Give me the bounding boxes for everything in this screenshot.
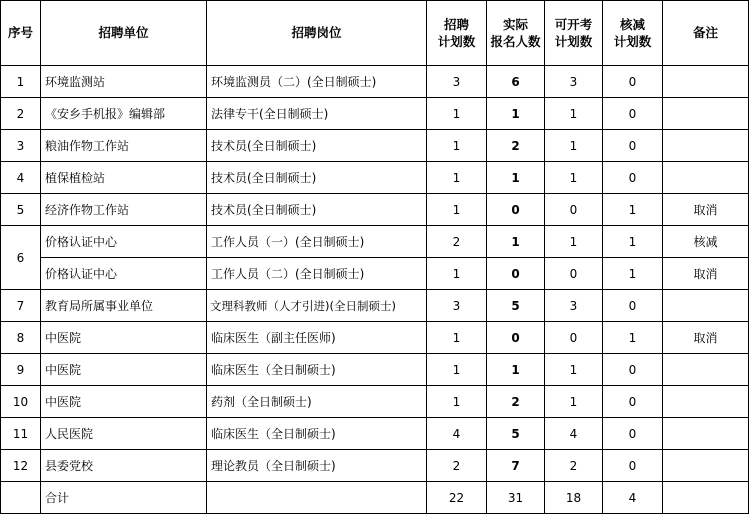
cell-applied: 2 <box>487 386 545 418</box>
cell-open: 1 <box>545 130 603 162</box>
cell-open: 1 <box>545 162 603 194</box>
cell-seq: 1 <box>1 66 41 98</box>
cell-open: 2 <box>545 450 603 482</box>
cell-applied: 1 <box>487 226 545 258</box>
cell-plan: 3 <box>427 290 487 322</box>
cell-note <box>663 354 749 386</box>
cell-position: 文理科教师（人才引进)(全日制硕士) <box>207 290 427 322</box>
cell-reduce: 0 <box>603 66 663 98</box>
cell-note <box>663 66 749 98</box>
cell-applied: 6 <box>487 66 545 98</box>
table-row <box>1 258 749 290</box>
cell-seq: 2 <box>1 98 41 130</box>
cell-applied: 1 <box>487 98 545 130</box>
cell-open: 3 <box>545 290 603 322</box>
cell-applied: 7 <box>487 450 545 482</box>
cell-reduce: 0 <box>603 98 663 130</box>
total-applied: 31 <box>487 482 545 514</box>
cell-plan: 1 <box>427 258 487 290</box>
cell-unit: 经济作物工作站 <box>41 194 207 226</box>
cell-position: 环境监测员（二）(全日制硕士) <box>207 66 427 98</box>
header-note: 备注 <box>663 1 749 66</box>
cell-plan: 1 <box>427 98 487 130</box>
cell-reduce: 0 <box>603 290 663 322</box>
total-row <box>1 482 749 514</box>
cell-unit: 《安乡手机报》编辑部 <box>41 98 207 130</box>
cell-reduce: 0 <box>603 130 663 162</box>
cell-seq: 5 <box>1 194 41 226</box>
cell-note <box>663 386 749 418</box>
cell-position: 法律专干(全日制硕士) <box>207 98 427 130</box>
cell-position: 临床医生（副主任医师) <box>207 322 427 354</box>
header-position: 招聘岗位 <box>207 1 427 66</box>
cell-unit: 教育局所属事业单位 <box>41 290 207 322</box>
header-plan: 招聘 计划数 <box>427 1 487 66</box>
cell-seq: 3 <box>1 130 41 162</box>
header-unit: 招聘单位 <box>41 1 207 66</box>
cell-reduce: 1 <box>603 258 663 290</box>
cell-plan: 1 <box>427 386 487 418</box>
cell-position: 药剂（全日制硕士) <box>207 386 427 418</box>
table-row <box>1 290 749 322</box>
cell-note <box>663 450 749 482</box>
cell-open: 0 <box>545 258 603 290</box>
cell-reduce: 1 <box>603 226 663 258</box>
cell-seq: 7 <box>1 290 41 322</box>
cell-note: 取消 <box>663 194 749 226</box>
cell-position: 工作人员（一）(全日制硕士) <box>207 226 427 258</box>
table-row <box>1 194 749 226</box>
cell-applied: 5 <box>487 418 545 450</box>
cell-seq: 9 <box>1 354 41 386</box>
cell-seq: 4 <box>1 162 41 194</box>
total-open: 18 <box>545 482 603 514</box>
cell-open: 0 <box>545 194 603 226</box>
cell-reduce: 1 <box>603 322 663 354</box>
cell-plan: 4 <box>427 418 487 450</box>
cell-open: 1 <box>545 98 603 130</box>
cell-note <box>663 482 749 514</box>
total-plan: 22 <box>427 482 487 514</box>
cell-plan: 2 <box>427 226 487 258</box>
table-row <box>1 130 749 162</box>
cell-seq: 10 <box>1 386 41 418</box>
cell-unit: 价格认证中心 <box>41 258 207 290</box>
cell-reduce: 0 <box>603 450 663 482</box>
header-row <box>1 1 749 66</box>
cell-note: 取消 <box>663 322 749 354</box>
cell-unit: 县委党校 <box>41 450 207 482</box>
table-row <box>1 226 749 258</box>
cell-position: 理论教员（全日制硕士) <box>207 450 427 482</box>
cell-applied: 0 <box>487 258 545 290</box>
cell-seq: 11 <box>1 418 41 450</box>
cell-applied: 5 <box>487 290 545 322</box>
cell-plan: 3 <box>427 66 487 98</box>
cell-open: 1 <box>545 386 603 418</box>
table-row <box>1 450 749 482</box>
cell-applied: 0 <box>487 194 545 226</box>
cell-unit: 环境监测站 <box>41 66 207 98</box>
cell-plan: 1 <box>427 322 487 354</box>
cell-note <box>663 290 749 322</box>
cell-applied: 2 <box>487 130 545 162</box>
cell-reduce: 0 <box>603 386 663 418</box>
cell-unit: 植保植检站 <box>41 162 207 194</box>
cell-note <box>663 98 749 130</box>
cell-applied: 1 <box>487 162 545 194</box>
cell-note <box>663 418 749 450</box>
cell-position: 技术员(全日制硕士) <box>207 130 427 162</box>
cell-seq: 8 <box>1 322 41 354</box>
table-row <box>1 162 749 194</box>
cell-plan: 1 <box>427 130 487 162</box>
cell-open: 1 <box>545 354 603 386</box>
cell-unit: 中医院 <box>41 322 207 354</box>
cell-seq <box>1 482 41 514</box>
header-applied: 实际 报名人数 <box>487 1 545 66</box>
cell-reduce: 0 <box>603 354 663 386</box>
cell-open: 1 <box>545 226 603 258</box>
cell-position: 工作人员（二）(全日制硕士) <box>207 258 427 290</box>
cell-plan: 2 <box>427 450 487 482</box>
table-row <box>1 66 749 98</box>
cell-unit: 中医院 <box>41 386 207 418</box>
cell-note: 取消 <box>663 258 749 290</box>
cell-open: 0 <box>545 322 603 354</box>
cell-position: 技术员(全日制硕士) <box>207 194 427 226</box>
table-row <box>1 418 749 450</box>
cell-plan: 1 <box>427 354 487 386</box>
cell-note: 核减 <box>663 226 749 258</box>
cell-note <box>663 130 749 162</box>
cell-note <box>663 162 749 194</box>
header-seq: 序号 <box>1 1 41 66</box>
cell-position: 技术员(全日制硕士) <box>207 162 427 194</box>
header-reduce: 核减 计划数 <box>603 1 663 66</box>
cell-open: 4 <box>545 418 603 450</box>
table-row <box>1 98 749 130</box>
cell-unit: 中医院 <box>41 354 207 386</box>
table-row <box>1 354 749 386</box>
cell-open: 3 <box>545 66 603 98</box>
cell-reduce: 0 <box>603 418 663 450</box>
cell-unit: 价格认证中心 <box>41 226 207 258</box>
cell-plan: 1 <box>427 194 487 226</box>
cell-applied: 1 <box>487 354 545 386</box>
cell-position: 临床医生（全日制硕士) <box>207 354 427 386</box>
cell-seq: 12 <box>1 450 41 482</box>
table-row <box>1 386 749 418</box>
header-open: 可开考 计划数 <box>545 1 603 66</box>
cell-applied: 0 <box>487 322 545 354</box>
cell-plan: 1 <box>427 162 487 194</box>
total-reduce: 4 <box>603 482 663 514</box>
cell-position: 临床医生（全日制硕士) <box>207 418 427 450</box>
table-row <box>1 322 749 354</box>
cell-reduce: 1 <box>603 194 663 226</box>
total-label: 合计 <box>41 482 207 514</box>
cell-reduce: 0 <box>603 162 663 194</box>
cell-seq: 6 <box>1 226 41 290</box>
cell-unit: 粮油作物工作站 <box>41 130 207 162</box>
cell-position <box>207 482 427 514</box>
cell-unit: 人民医院 <box>41 418 207 450</box>
